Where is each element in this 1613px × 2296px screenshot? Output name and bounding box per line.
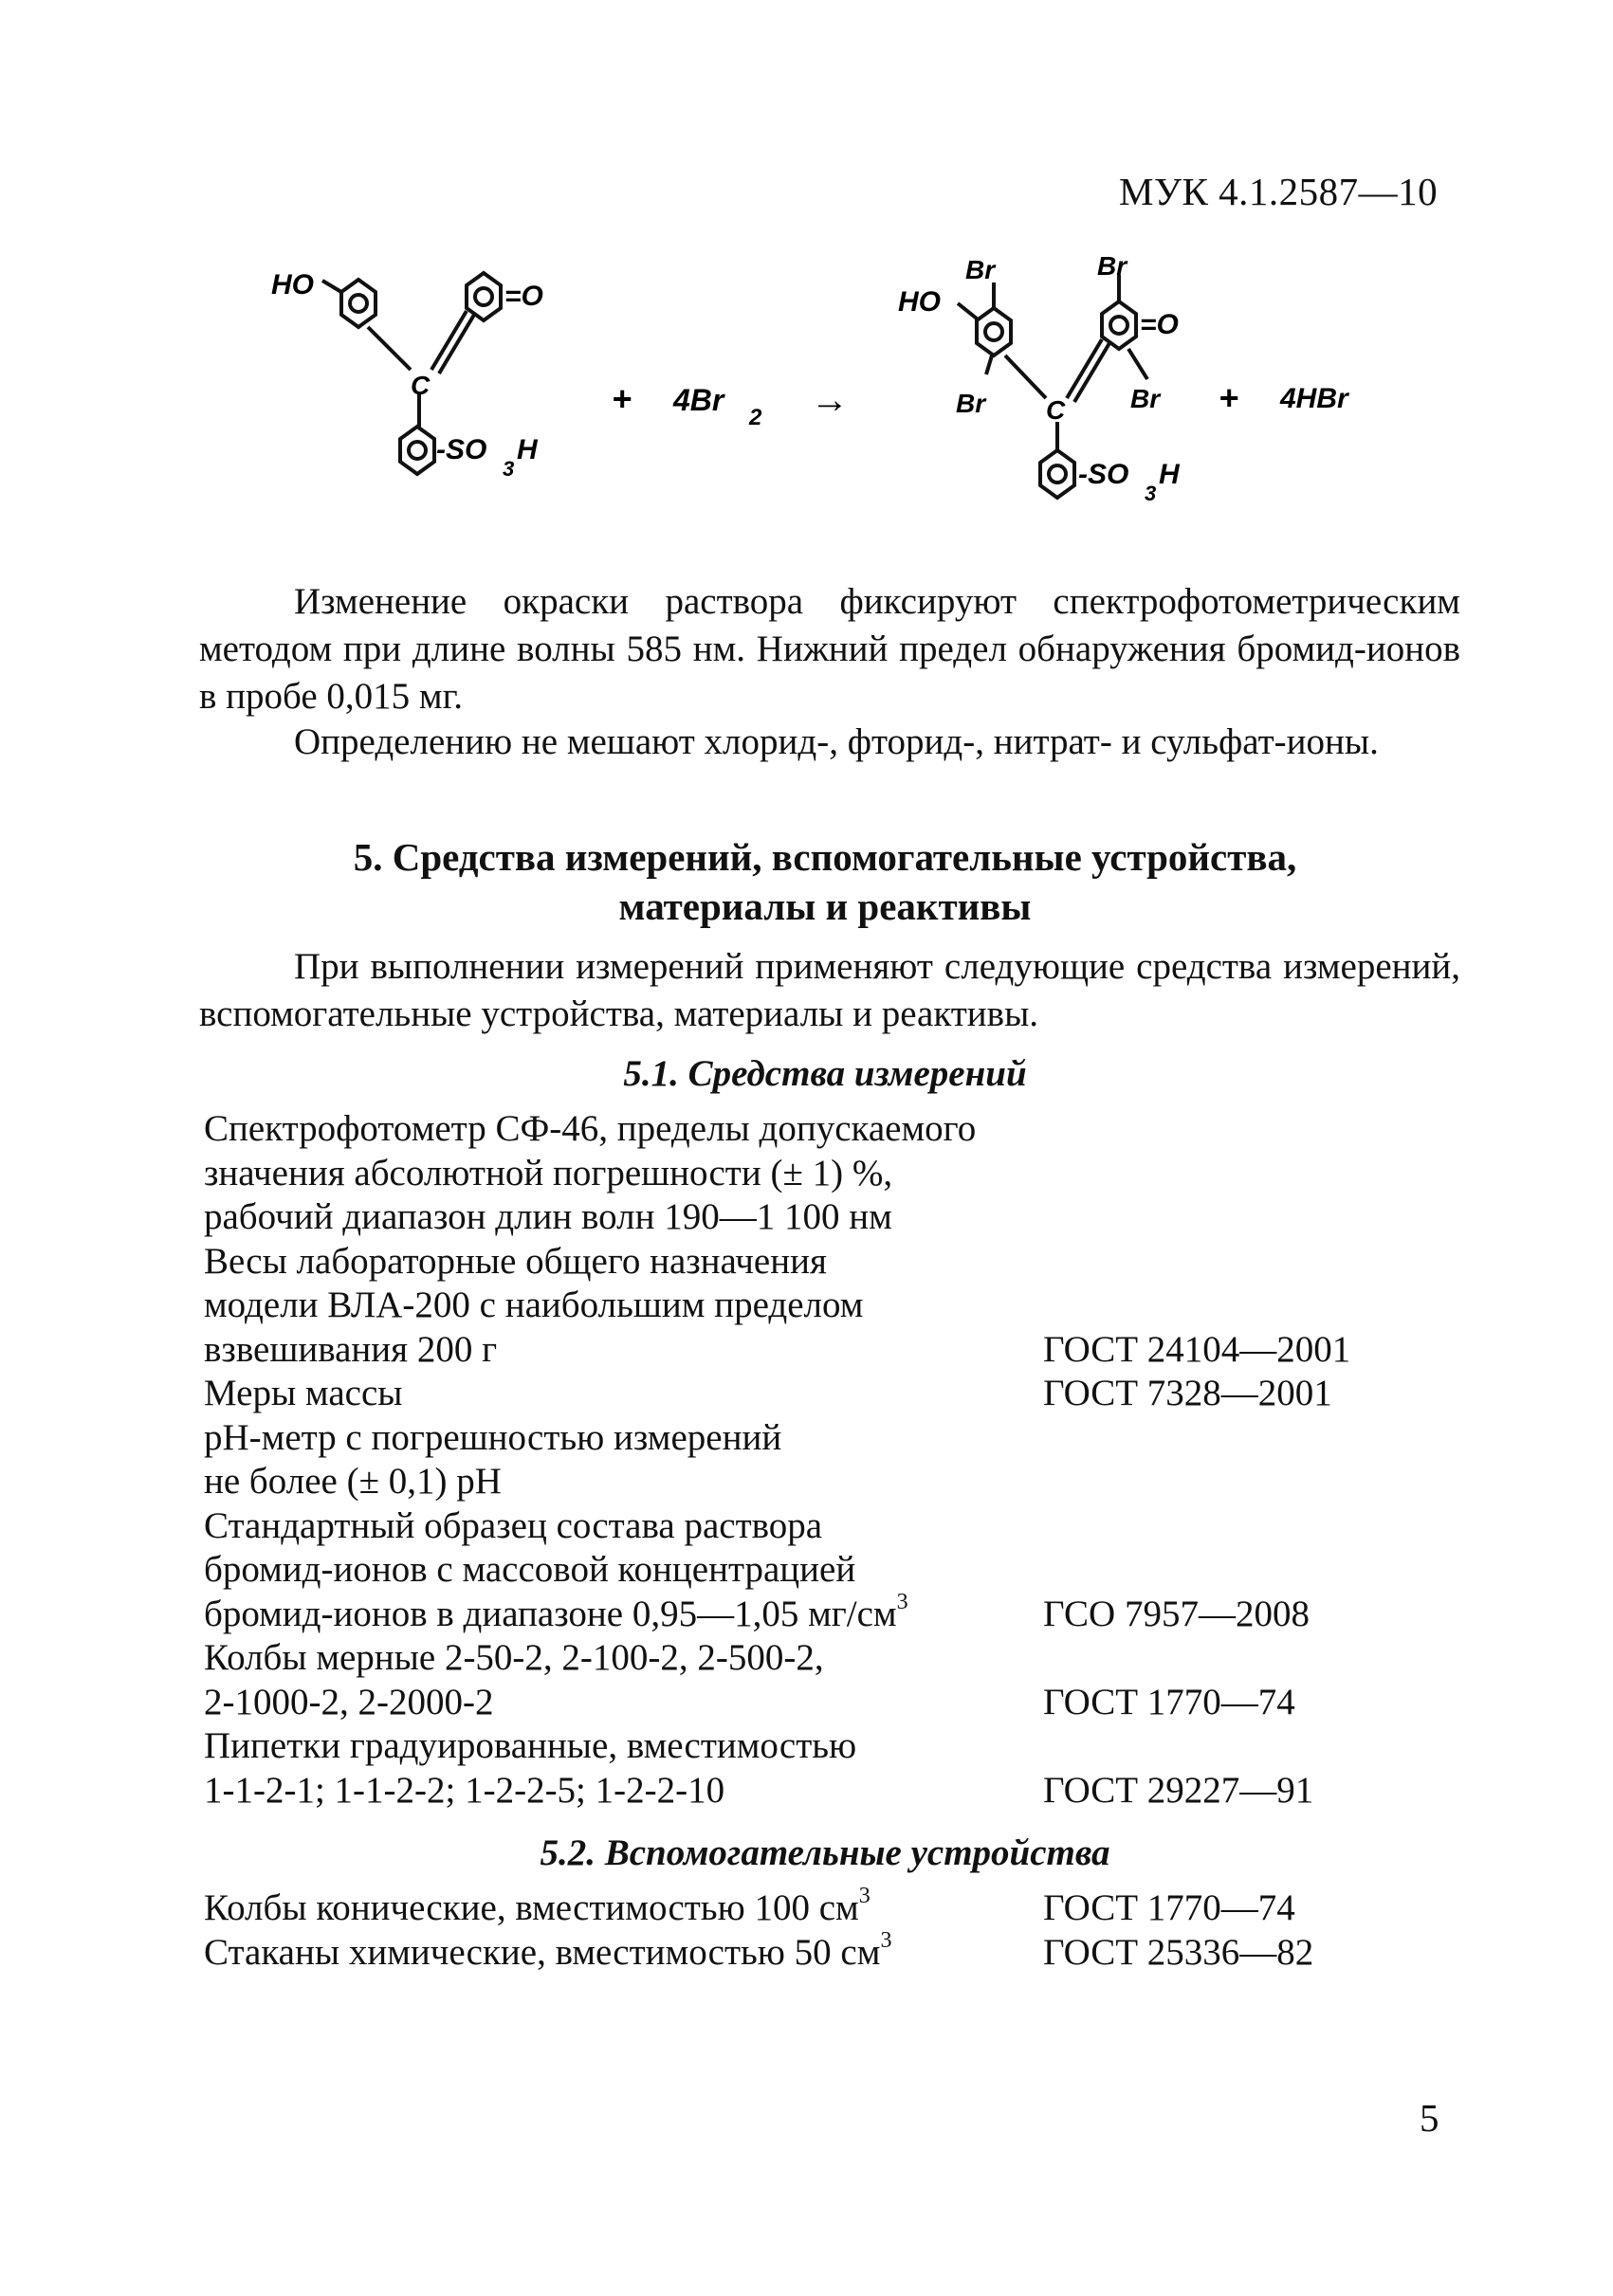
equipment-description: [204, 1416, 1465, 1504]
right-sulfo-label: -SO: [1078, 459, 1129, 490]
equipment-description-text: Меры массы: [204, 1373, 403, 1413]
left-hydroxyl-label: HO: [271, 269, 314, 301]
standard-reference: ГСО 7957—2008: [1043, 1593, 1310, 1634]
standard-reference: ГОСТ 7328—2001: [1043, 1373, 1332, 1413]
equipment-row: [204, 1504, 1465, 1637]
equipment-row: [204, 1927, 1465, 1976]
equipment-row: [204, 1240, 1465, 1373]
equipment-description-text: рН-метр с погрешностью измерений: [204, 1416, 782, 1458]
unit-superscript: 3: [880, 1927, 892, 1953]
equipment-description-line: [204, 1504, 1465, 1549]
subsection-5-1-title: 5.1. Средства измерений: [623, 1053, 1027, 1094]
equipment-description-text: Спектрофотометр СФ-46, пределы допускаемого: [204, 1108, 977, 1149]
bromine-label-top-right: Br: [1097, 251, 1127, 281]
standard-reference: ГОСТ 1770—74: [1043, 1681, 1295, 1722]
equipment-description-text: Стаканы химические, вместимостью 50 см: [204, 1931, 881, 1973]
standard-reference: ГОСТ 1770—74: [1043, 1887, 1295, 1928]
equipment-row: [204, 1416, 1465, 1504]
standard-reference: ГОСТ 29227—91: [1043, 1769, 1314, 1811]
reaction-arrow: →: [811, 379, 849, 421]
equipment-row: [204, 1636, 1465, 1724]
equipment-description-text: Весы лабораторные общего назначения: [204, 1240, 827, 1282]
right-sulfophenyl-ring: [1040, 450, 1074, 498]
left-central-carbon-label: C: [411, 371, 431, 400]
equipment-description-text: Стандартный образец состава раствора: [204, 1504, 823, 1546]
paragraph-interferences: Определению не мешают хлорид-, фторид-, нитрат- и сульфат-ионы.: [294, 721, 1379, 762]
equipment-description-text: 2-1000-2, 2-2000-2: [204, 1681, 494, 1722]
equipment-description-text: взвешивания 200 г: [204, 1328, 498, 1370]
plus-sign-right: +: [1219, 378, 1239, 417]
equipment-description-text: модели ВЛА-200 с наибольшим пределом: [204, 1285, 864, 1325]
reaction-equation: [256, 251, 1394, 540]
right-central-carbon-label: C: [1046, 395, 1066, 425]
equipment-description-line: [204, 1416, 1465, 1461]
unit-superscript: 3: [858, 1884, 871, 1908]
section-5-title-line-2: материалы и реактивы: [618, 884, 1032, 928]
equipment-description-text: Пипетки градуированные, вместимостью: [204, 1725, 857, 1766]
equipment-description-line: [204, 1195, 1465, 1240]
equipment-description-text: Колбы конические, вместимостью 100 см: [204, 1887, 859, 1928]
subsection-5-2-title: 5.2. Вспомогательные устройства: [540, 1832, 1110, 1873]
equipment-description-line: [204, 1284, 1465, 1328]
right-quinone-ring: [1102, 301, 1136, 349]
equipment-description-line: [204, 1460, 1465, 1504]
section-5-title-line-1: 5. Средства измерений, вспомогательные устройства,: [353, 835, 1297, 879]
page-number: 5: [1420, 2096, 1439, 2140]
bromine-label-bottom-right: Br: [1130, 384, 1161, 413]
right-hydroxyl-label: HO: [898, 286, 941, 318]
equipment-description-text: 1-1-2-1; 1-1-2-2; 1-2-2-5; 1-2-2-10: [204, 1769, 725, 1811]
equipment-description: [204, 1107, 1465, 1240]
left-carbonyl-label: =O: [504, 281, 543, 312]
equipment-description-text: бромид-ионов в диапазоне 0,95—1,05 мг/см: [204, 1593, 897, 1634]
left-sulfo-h-label: H: [517, 434, 538, 465]
right-sulfo-subscript: 3: [1145, 482, 1157, 505]
auxiliary-devices-list: [204, 1886, 1465, 1975]
equipment-description-text: значения абсолютной погрешности (± 1) %,: [204, 1152, 893, 1194]
bromine-label-bottom-left: Br: [956, 389, 986, 418]
equipment-description-line: [204, 1636, 1465, 1681]
standard-reference: ГОСТ 25336—82: [1043, 1931, 1314, 1973]
equipment-description-line: [204, 1548, 1465, 1593]
equipment-description-text: не более (± 0,1) рН: [204, 1461, 502, 1502]
document-code: МУК 4.1.2587—10: [1119, 170, 1439, 213]
left-quinone-ring: [467, 273, 501, 320]
equipment-description-text: рабочий диапазон длин волн 190—1 100 нм: [204, 1196, 892, 1237]
equipment-row: [204, 1724, 1465, 1813]
measuring-instruments-list: [204, 1107, 1465, 1813]
reaction-equation-figure: [256, 251, 1394, 540]
right-carbonyl-label: =O: [1140, 309, 1179, 340]
equipment-description-line: [204, 1152, 1465, 1196]
equipment-row: [204, 1886, 1465, 1931]
equipment-description-text: бромид-ионов с массовой концентрацией: [204, 1549, 856, 1590]
standard-reference: ГОСТ 24104—2001: [1043, 1328, 1351, 1370]
hydrogen-bromide-label: 4HBr: [1280, 383, 1348, 414]
bromine-reagent-label: 4Br: [673, 383, 724, 417]
section-5-title: [209, 832, 1441, 931]
right-hydroxyphenyl-ring: [977, 308, 1011, 355]
equipment-row: [204, 1372, 1465, 1416]
equipment-description-line: [204, 1724, 1465, 1769]
left-sulfo-label: -SO: [436, 434, 487, 465]
bromine-reagent-subscript: 2: [749, 405, 762, 430]
left-hydroxyphenyl-ring: [341, 280, 376, 327]
left-sulfophenyl-ring: [400, 427, 434, 474]
equipment-row: [204, 1107, 1465, 1240]
paragraph-detection-method: Изменение окраски раствора фиксируют спектрофотометрическим методом при длине волны 585 нм. Нижний предел обнаружения бромид-ионов в пробе 0,015 мг.: [199, 581, 1460, 717]
right-sulfo-h-label: H: [1159, 459, 1180, 490]
equipment-description-text: Колбы мерные 2-50-2, 2-100-2, 2-500-2,: [204, 1637, 824, 1678]
unit-superscript: 3: [896, 1589, 908, 1614]
left-sulfo-subscript: 3: [503, 457, 515, 481]
equipment-description-line: [204, 1240, 1465, 1285]
bromine-label-top-left: Br: [965, 255, 996, 284]
equipment-description-line: [204, 1107, 1465, 1152]
paragraph-section-intro: При выполнении измерений применяют следующие средства измерений, вспомогательные устройства, материалы и реактивы.: [199, 946, 1460, 1034]
plus-sign-left: +: [612, 379, 632, 418]
